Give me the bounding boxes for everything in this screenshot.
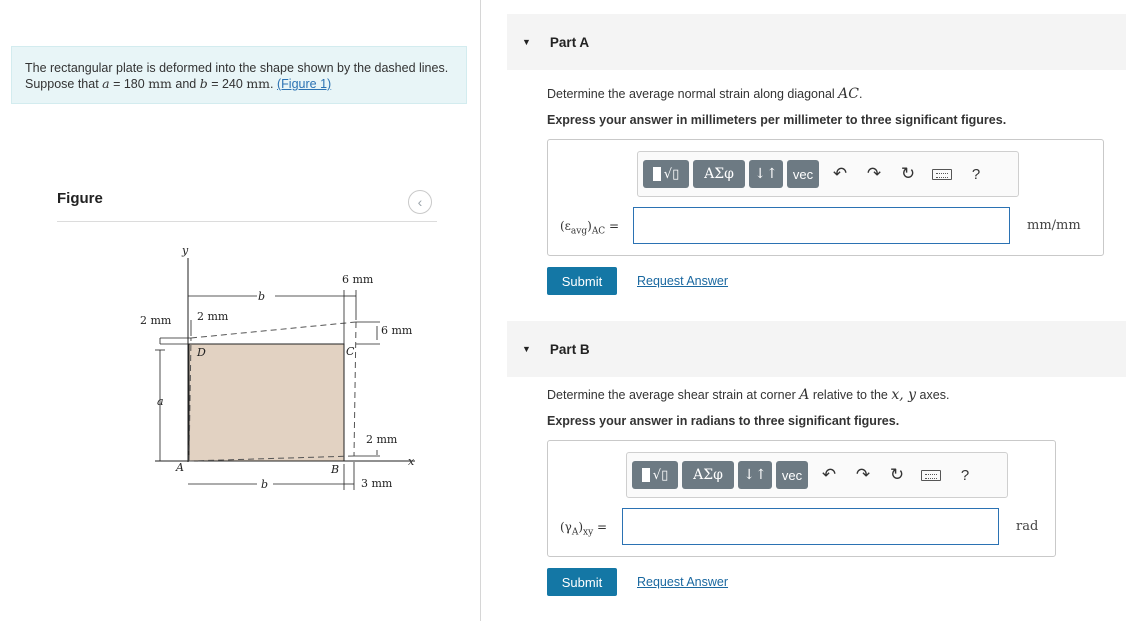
part-b-instruction: Express your answer in radians to three significant figures.	[547, 414, 900, 428]
var-b-sub1: A	[571, 527, 579, 538]
part-a-request-answer-link[interactable]: Request Answer	[637, 274, 729, 288]
var-a-sub1: avg	[570, 226, 588, 237]
b-value: = 240	[207, 77, 247, 91]
keyboard-glyph	[932, 169, 952, 180]
reset-icon[interactable]: ↻	[900, 164, 916, 183]
label-dim-6mm-right: 6 mm	[381, 324, 413, 337]
var-a-mid: )	[587, 219, 592, 233]
figure-prev-button[interactable]	[408, 190, 432, 214]
plate-rect	[189, 344, 344, 461]
figure-divider	[57, 221, 437, 222]
var-a-eq: =	[605, 219, 620, 233]
label-dim-6mm-top: 6 mm	[342, 273, 374, 286]
part-b-question	[547, 387, 949, 403]
part-b-header[interactable]	[507, 321, 1126, 377]
part-b-question-axes: x, y	[891, 387, 917, 403]
a-value: = 180	[109, 77, 149, 91]
part-a-answer-input[interactable]	[633, 207, 1010, 244]
reset-icon[interactable]: ↻	[889, 465, 905, 484]
part-a-question-var: AC	[838, 86, 859, 102]
greek-symbols-button[interactable]: ΑΣφ	[693, 160, 745, 188]
and-text: and	[171, 77, 200, 91]
var-a-main: (ε	[560, 219, 571, 233]
part-b-title: Part B	[549, 341, 590, 357]
part-a-instruction: Express your answer in millimeters per millimeter to three significant figures.	[547, 113, 1007, 127]
label-corner-D: D	[197, 346, 206, 359]
label-corner-C: C	[346, 345, 355, 358]
b-unit: mm	[246, 76, 271, 91]
panel-divider	[480, 0, 481, 621]
vector-button[interactable]: vec	[776, 461, 808, 489]
subscript-superscript-button[interactable]: ↓↑	[738, 461, 772, 489]
sqrt-icon: √▯	[663, 166, 680, 182]
label-b-top: b	[258, 290, 266, 303]
part-b-unit: rad	[1016, 519, 1039, 534]
collapse-triangle-icon: ▼	[522, 344, 531, 354]
part-b-request-answer-link[interactable]: Request Answer	[637, 575, 729, 589]
problem-intro: The rectangular plate is deformed into the shape shown by the dashed lines. Suppose that	[25, 61, 449, 91]
part-b-question-var: A	[799, 387, 810, 403]
redo-icon[interactable]: ↷	[866, 164, 882, 183]
keyboard-icon[interactable]	[914, 461, 948, 489]
part-b-question-end: axes.	[916, 388, 950, 402]
label-x: x	[408, 455, 415, 468]
label-y: y	[182, 244, 189, 257]
part-a-submit-button[interactable]: Submit	[547, 267, 617, 295]
undo-icon[interactable]: ↶	[821, 465, 837, 484]
label-corner-A: A	[176, 461, 184, 474]
part-a-question-text: Determine the average normal strain along diagonal	[547, 87, 839, 101]
problem-statement	[11, 46, 467, 104]
greek-symbols-button[interactable]: ΑΣφ	[682, 461, 734, 489]
part-a-variable-label	[560, 219, 619, 236]
help-icon[interactable]: ?	[971, 165, 981, 183]
help-icon[interactable]: ?	[960, 466, 970, 484]
part-a-title: Part A	[549, 34, 590, 50]
part-a-answer-box	[547, 139, 1104, 256]
redo-icon[interactable]: ↷	[855, 465, 871, 484]
var-a-sub2: AC	[591, 226, 606, 237]
label-b-bottom: b	[261, 478, 269, 491]
var-a: a	[102, 76, 110, 91]
var-b-eq: =	[593, 520, 608, 534]
part-b-answer-input[interactable]	[622, 508, 999, 545]
subscript-superscript-button[interactable]: ↓↑	[749, 160, 783, 188]
templates-button[interactable]	[632, 461, 678, 489]
part-b-question-text: Determine the average shear strain at corner	[547, 388, 800, 402]
label-a: a	[157, 395, 164, 408]
template-block-icon	[653, 167, 661, 181]
collapse-triangle-icon: ▼	[522, 37, 531, 47]
part-b-toolbar	[626, 452, 1008, 498]
a-unit: mm	[148, 76, 172, 91]
deformation-figure	[125, 240, 425, 500]
label-corner-B: B	[331, 463, 340, 476]
var-b-mid: )	[578, 520, 584, 534]
part-a-header[interactable]	[507, 14, 1126, 70]
left-panel	[0, 0, 480, 621]
var-b-main: (γ	[560, 520, 572, 534]
label-dim-3mm: 3 mm	[361, 477, 393, 490]
part-b-submit-button[interactable]: Submit	[547, 568, 617, 596]
chevron-left-icon: ‹	[417, 194, 423, 210]
keyboard-icon[interactable]	[925, 160, 959, 188]
part-a-unit: mm/mm	[1027, 218, 1081, 233]
label-dim-2mm-right: 2 mm	[366, 433, 398, 446]
part-b-question-mid: relative to the	[809, 388, 892, 402]
figure-link[interactable]: (Figure 1)	[277, 77, 332, 91]
part-a-question	[547, 86, 862, 102]
vector-button[interactable]: vec	[787, 160, 819, 188]
label-dim-2mm-top: 2 mm	[197, 310, 229, 323]
sqrt-icon: √▯	[652, 467, 669, 483]
keyboard-glyph	[921, 470, 941, 481]
templates-button[interactable]	[643, 160, 689, 188]
label-dim-2mm-left: 2 mm	[140, 314, 172, 327]
part-b-variable-label	[560, 520, 607, 537]
period: .	[270, 77, 274, 91]
var-b-sub2: xy	[583, 527, 594, 538]
part-a-question-end: .	[858, 87, 863, 101]
template-block-icon	[642, 468, 650, 482]
var-b: b	[199, 76, 208, 91]
part-b-answer-box	[547, 440, 1056, 557]
figure-title: Figure	[57, 190, 103, 207]
undo-icon[interactable]: ↶	[832, 164, 848, 183]
part-a-toolbar	[637, 151, 1019, 197]
